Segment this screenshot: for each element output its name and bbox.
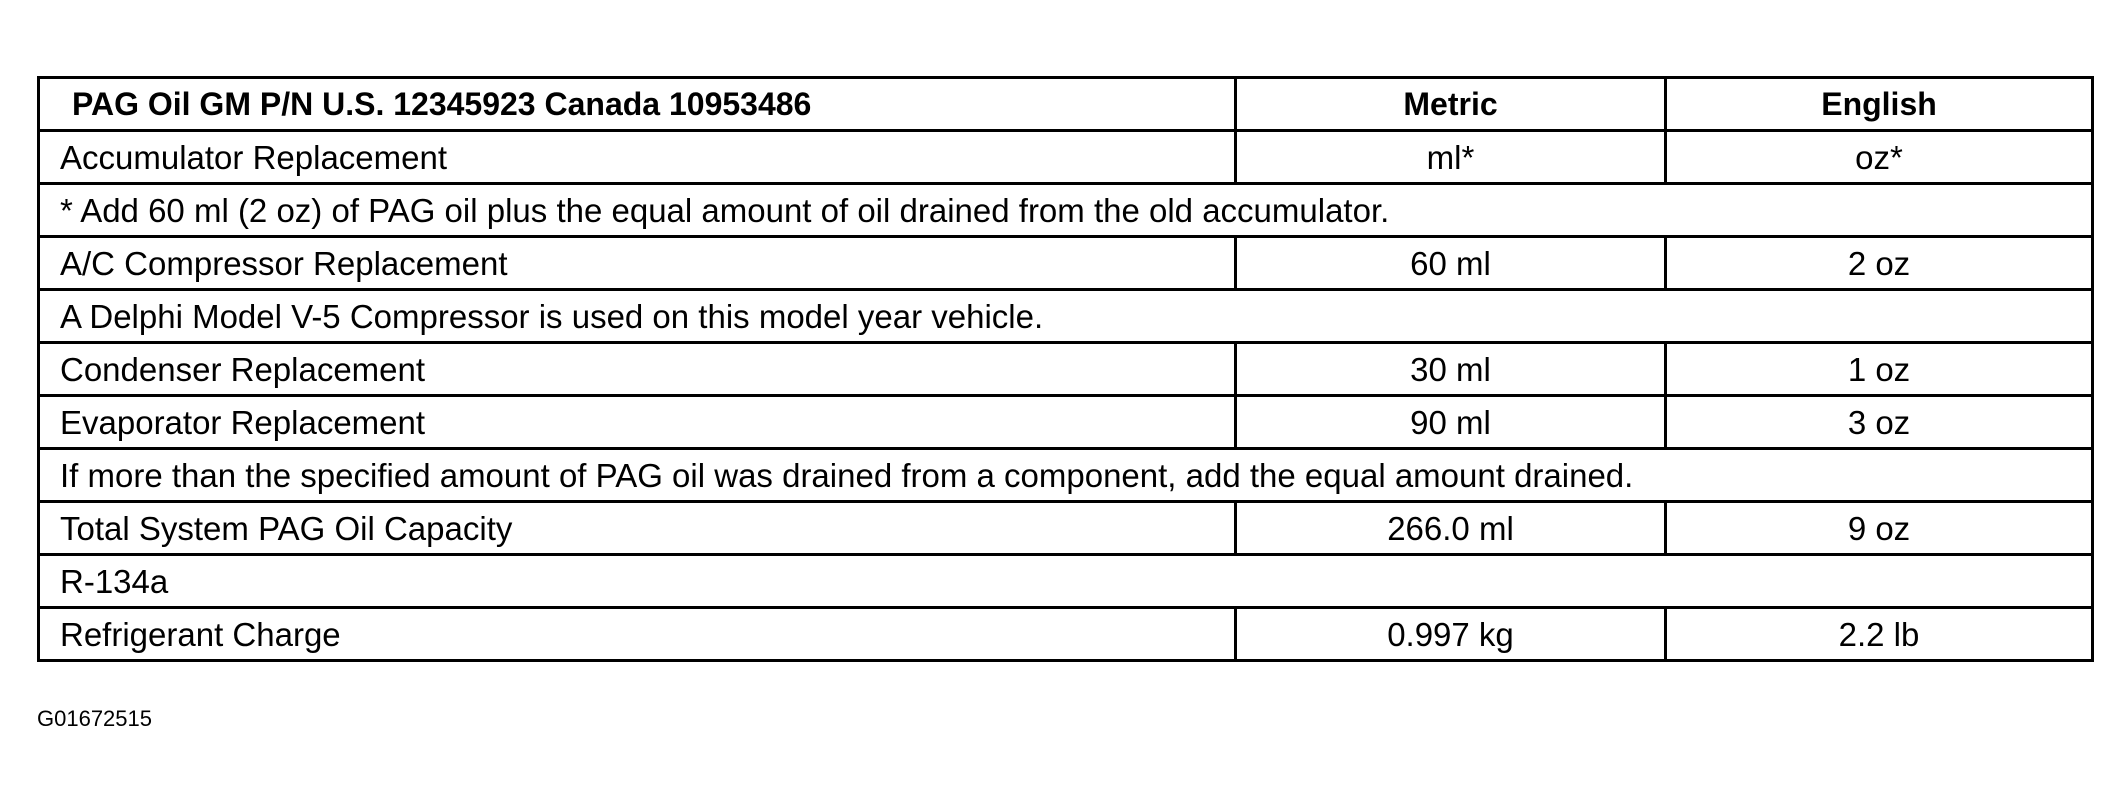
row-english-value: 2.2 lb xyxy=(1666,608,2093,661)
row-note: R-134a xyxy=(39,555,2093,608)
row-metric-value: 90 ml xyxy=(1236,396,1666,449)
table-note-row xyxy=(39,290,2093,343)
row-metric-value: 60 ml xyxy=(1236,237,1666,290)
table-header-row xyxy=(39,78,2093,131)
table-row xyxy=(39,131,2093,184)
row-label: Accumulator Replacement xyxy=(39,131,1236,184)
figure-id: G01672515 xyxy=(37,706,152,731)
table-row xyxy=(39,502,2093,555)
row-label: Total System PAG Oil Capacity xyxy=(39,502,1236,555)
row-note: A Delphi Model V-5 Compressor is used on this model year vehicle. xyxy=(39,290,2093,343)
table-note-row xyxy=(39,449,2093,502)
row-english-value: 1 oz xyxy=(1666,343,2093,396)
table-note-row xyxy=(39,184,2093,237)
row-label: Condenser Replacement xyxy=(39,343,1236,396)
header-english: English xyxy=(1666,78,2093,131)
table-row xyxy=(39,608,2093,661)
table-row xyxy=(39,343,2093,396)
row-metric-value: 30 ml xyxy=(1236,343,1666,396)
row-english-value: 3 oz xyxy=(1666,396,2093,449)
row-label: A/C Compressor Replacement xyxy=(39,237,1236,290)
row-metric-value: 266.0 ml xyxy=(1236,502,1666,555)
row-note: * Add 60 ml (2 oz) of PAG oil plus the equal amount of oil drained from the old accumulator. xyxy=(39,184,2093,237)
header-title: PAG Oil GM P/N U.S. 12345923 Canada 10953486 xyxy=(39,78,1236,131)
row-english-value: oz* xyxy=(1666,131,2093,184)
table-note-row xyxy=(39,555,2093,608)
row-label: Refrigerant Charge xyxy=(39,608,1236,661)
row-english-value: 9 oz xyxy=(1666,502,2093,555)
row-metric-value: 0.997 kg xyxy=(1236,608,1666,661)
row-metric-value: ml* xyxy=(1236,131,1666,184)
table-row xyxy=(39,237,2093,290)
header-metric: Metric xyxy=(1236,78,1666,131)
row-note: If more than the specified amount of PAG oil was drained from a component, add the equal amount drained. xyxy=(39,449,2093,502)
row-english-value: 2 oz xyxy=(1666,237,2093,290)
row-label: Evaporator Replacement xyxy=(39,396,1236,449)
table-row xyxy=(39,396,2093,449)
specifications-table xyxy=(37,76,2094,662)
